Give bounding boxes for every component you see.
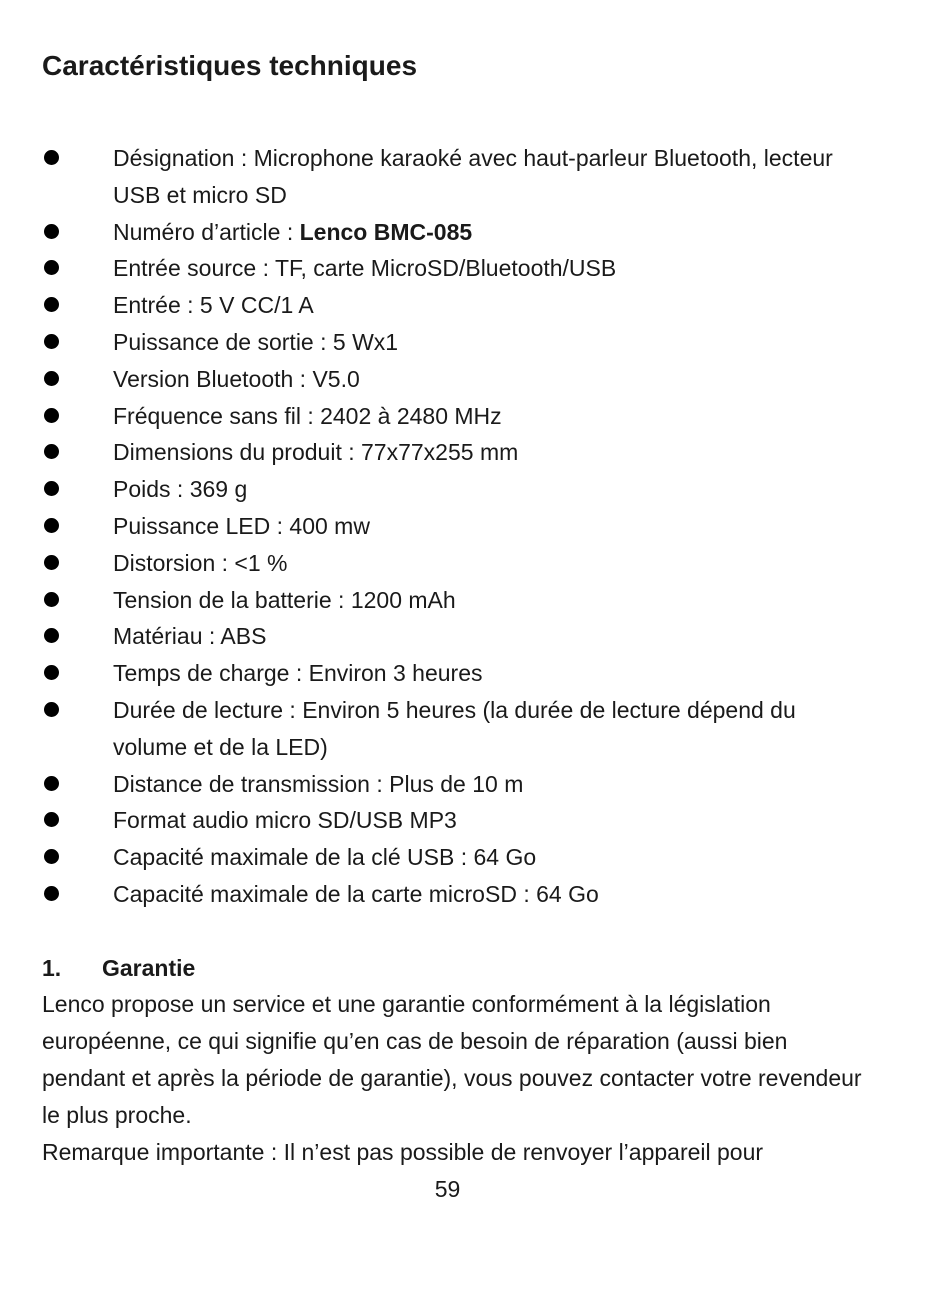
bullet-icon — [44, 812, 59, 827]
spec-item — [0, 250, 853, 287]
section-heading — [42, 950, 195, 986]
bullet-icon — [44, 297, 59, 312]
bullet-icon — [44, 444, 59, 459]
spec-item — [0, 766, 853, 803]
spec-item — [0, 471, 853, 508]
bullet-icon — [44, 702, 59, 717]
spec-item — [0, 140, 853, 214]
spec-item — [0, 545, 853, 582]
spec-item — [0, 287, 853, 324]
bullet-icon — [44, 555, 59, 570]
bullet-icon — [44, 408, 59, 423]
spec-text: Durée de lecture : Environ 5 heures (la durée de lecture dépend du volume et de la LED) — [113, 696, 796, 760]
bullet-icon — [44, 481, 59, 496]
spec-text: Distorsion : <1 % — [113, 549, 288, 576]
bullet-icon — [44, 628, 59, 643]
section-body — [42, 986, 862, 1171]
spec-item — [0, 655, 853, 692]
spec-text: Puissance de sortie : 5 Wx1 — [113, 328, 399, 355]
page-number: 59 — [434, 1176, 461, 1202]
spec-list — [0, 140, 950, 913]
bullet-icon — [44, 518, 59, 533]
spec-text: Désignation : Microphone karaoké avec haut-parleur Bluetooth, lecteur USB et micro SD — [113, 145, 833, 208]
bullet-icon — [44, 260, 59, 275]
spec-text: Tension de la batterie : 1200 mAh — [113, 586, 456, 613]
spec-item — [0, 508, 853, 545]
spec-item — [0, 876, 853, 913]
spec-text: Matériau : ABS — [113, 623, 267, 650]
spec-text: Format audio micro SD/USB MP3 — [113, 807, 457, 834]
bullet-icon — [44, 665, 59, 680]
spec-text: Numéro d’article : — [113, 218, 300, 245]
spec-text: Puissance LED : 400 mw — [113, 512, 370, 539]
bullet-icon — [44, 592, 59, 607]
paragraph: Remarque importante : Il n’est pas possible de renvoyer l’appareil pour — [42, 1138, 764, 1165]
spec-text: Dimensions du produit : 77x77x255 mm — [113, 439, 519, 466]
bullet-icon — [44, 371, 59, 386]
spec-item — [0, 692, 853, 766]
section-title: Garantie — [102, 955, 196, 981]
spec-item — [0, 839, 853, 876]
spec-item — [0, 582, 853, 619]
bullet-icon — [44, 886, 59, 901]
spec-item — [0, 361, 853, 398]
paragraph: Lenco propose un service et une garantie conformément à la législation européenne, ce qui signifie qu’en cas de besoin de réparation (aussi bien pendant et après la période de garantie), vous pouvez contacter votre revendeur le plus proche. — [42, 991, 862, 1128]
spec-text: Temps de charge : Environ 3 heures — [113, 660, 483, 687]
page-title: Caractéristiques techniques — [42, 50, 418, 81]
spec-text: Entrée : 5 V CC/1 A — [113, 292, 314, 319]
spec-text: Poids : 369 g — [113, 476, 248, 503]
bullet-icon — [44, 776, 59, 791]
spec-item — [0, 434, 853, 471]
spec-text: Fréquence sans fil : 2402 à 2480 MHz — [113, 402, 502, 429]
spec-item — [0, 214, 853, 251]
spec-item — [0, 324, 853, 361]
spec-text: Entrée source : TF, carte MicroSD/Bluetooth/USB — [113, 255, 617, 282]
spec-text: Capacité maximale de la carte microSD : 64 Go — [113, 880, 599, 907]
spec-item — [0, 398, 853, 435]
section-number: 1. — [42, 955, 62, 981]
bullet-icon — [44, 334, 59, 349]
bullet-icon — [44, 224, 59, 239]
spec-text: Distance de transmission : Plus de 10 m — [113, 770, 524, 797]
article-number: Lenco BMC-085 — [299, 218, 473, 245]
bullet-icon — [44, 849, 59, 864]
spec-text: Capacité maximale de la clé USB : 64 Go — [113, 844, 537, 871]
spec-item — [0, 802, 853, 839]
spec-item — [0, 618, 853, 655]
bullet-icon — [44, 150, 59, 165]
spec-text: Version Bluetooth : V5.0 — [113, 365, 360, 392]
